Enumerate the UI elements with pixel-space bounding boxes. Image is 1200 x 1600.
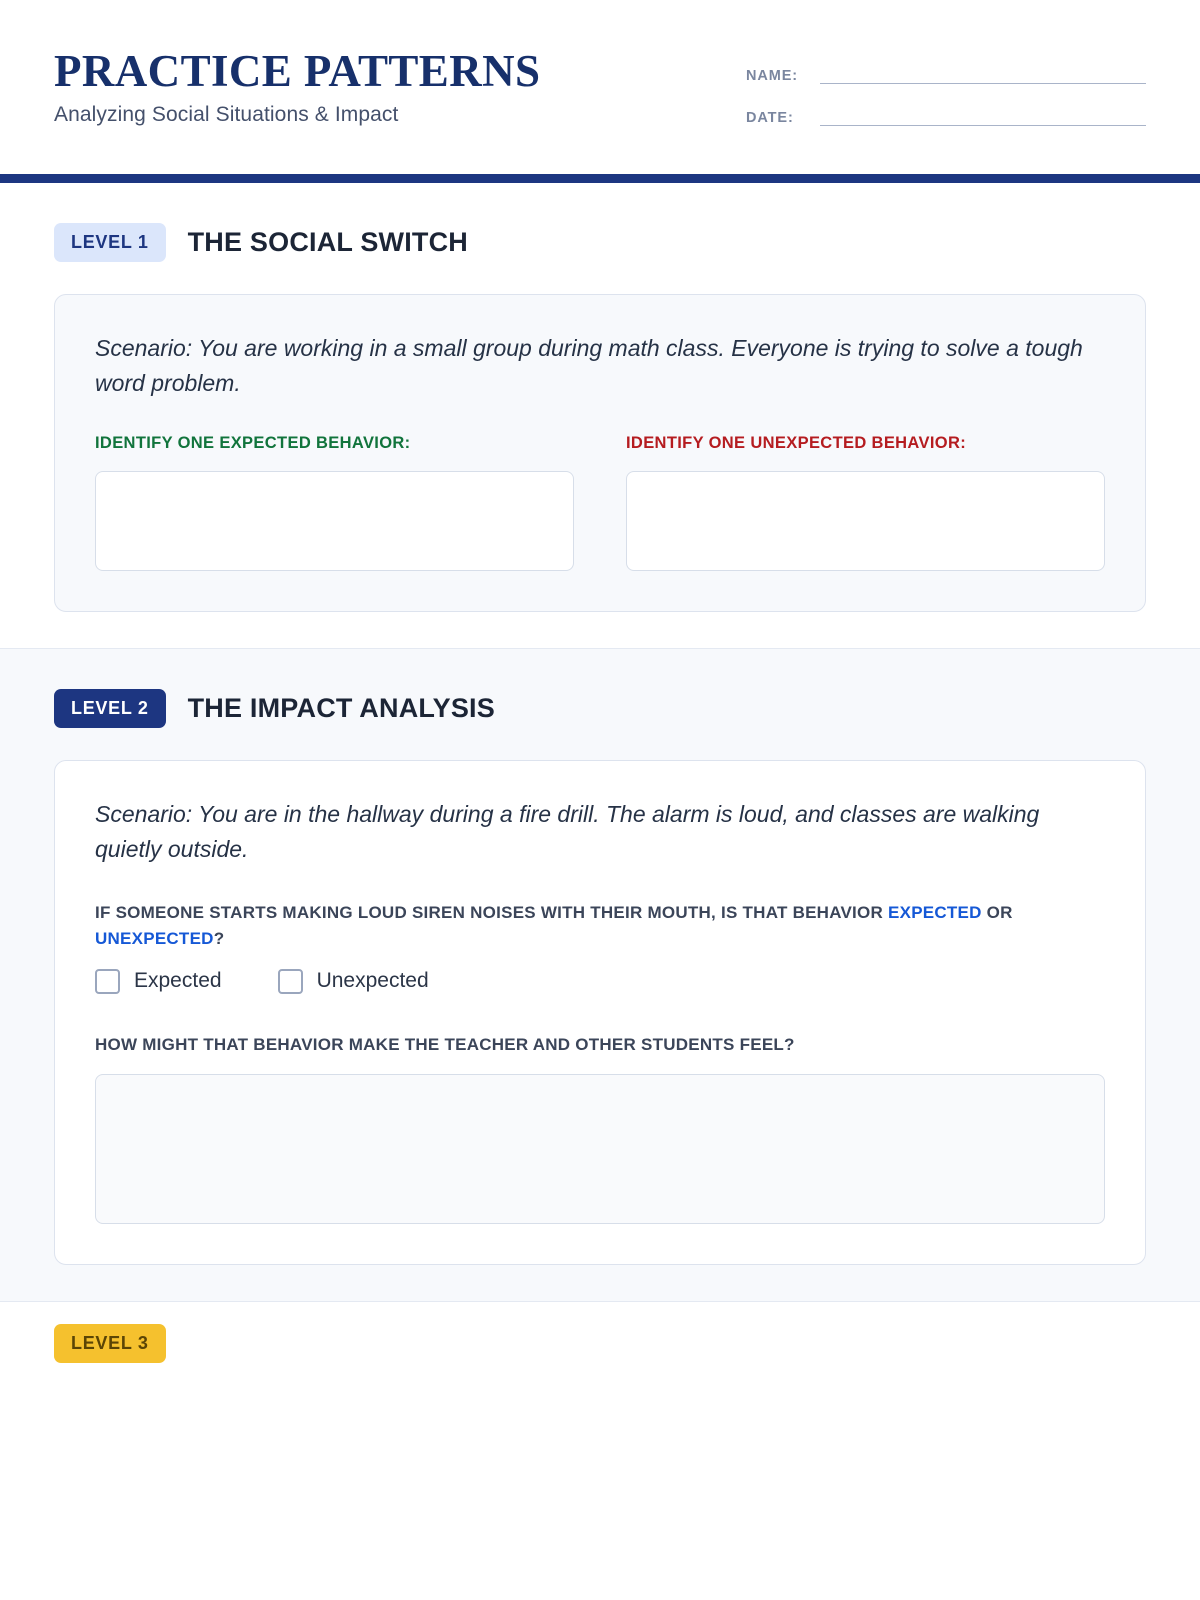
level-1-card bbox=[54, 294, 1146, 612]
date-row bbox=[746, 106, 1146, 126]
level-1-prompt-row bbox=[95, 434, 1105, 571]
question-keyword-expected: EXPECTED bbox=[888, 903, 982, 922]
expected-answer-box[interactable] bbox=[95, 471, 574, 571]
header-divider bbox=[0, 174, 1200, 183]
level-2-title: THE IMPACT ANALYSIS bbox=[187, 693, 495, 723]
question-part-1: IF SOMEONE STARTS MAKING LOUD SIREN NOISES WITH THEIR MOUTH, IS THAT BEHAVIOR bbox=[95, 903, 889, 922]
name-label: NAME: bbox=[746, 68, 799, 84]
student-meta-block bbox=[746, 44, 1146, 148]
level-1-scenario: Scenario: You are working in a small group during math class. Everyone is trying to solve a tough word problem. bbox=[95, 335, 1083, 396]
name-input[interactable] bbox=[820, 64, 1146, 84]
level-1-section bbox=[0, 183, 1200, 648]
level-2-badge: LEVEL 2 bbox=[54, 689, 166, 728]
checkbox-unexpected-icon[interactable] bbox=[278, 969, 303, 994]
level-2-followup-label: HOW MIGHT THAT BEHAVIOR MAKE THE TEACHER AND OTHER STUDENTS FEEL? bbox=[95, 1034, 795, 1054]
page-header bbox=[0, 0, 1200, 174]
title-block bbox=[54, 44, 540, 127]
choice-expected[interactable] bbox=[95, 969, 222, 994]
page-subtitle: Analyzing Social Situations & Impact bbox=[54, 103, 399, 127]
level-1-badge: LEVEL 1 bbox=[54, 223, 166, 262]
unexpected-answer-box[interactable] bbox=[626, 471, 1105, 571]
level-2-scenario: Scenario: You are in the hallway during a fire drill. The alarm is loud, and classes are walking quietly outside. bbox=[95, 801, 1040, 862]
choice-unexpected-label: Unexpected bbox=[316, 969, 429, 993]
expected-column bbox=[95, 434, 574, 571]
level-2-followup-answer-box[interactable] bbox=[95, 1074, 1105, 1224]
level-2-card bbox=[54, 760, 1146, 1265]
level-2-section bbox=[0, 648, 1200, 1302]
level-2-question bbox=[95, 900, 1105, 953]
page-title: PRACTICE PATTERNS bbox=[54, 46, 541, 96]
question-part-mid: OR bbox=[981, 903, 1013, 922]
name-row bbox=[746, 64, 1146, 84]
level-1-title: THE SOCIAL SWITCH bbox=[187, 227, 469, 257]
unexpected-prompt-label: IDENTIFY ONE UNEXPECTED BEHAVIOR: bbox=[626, 434, 967, 452]
question-part-end: ? bbox=[213, 929, 225, 949]
level-2-heading bbox=[54, 689, 1146, 728]
date-input[interactable] bbox=[820, 106, 1146, 126]
date-label: DATE: bbox=[746, 110, 794, 126]
choice-unexpected[interactable] bbox=[278, 969, 429, 994]
level-3-badge: LEVEL 3 bbox=[54, 1324, 166, 1363]
level-1-heading bbox=[54, 223, 1146, 262]
choice-expected-label: Expected bbox=[134, 969, 222, 993]
unexpected-column bbox=[626, 434, 1105, 571]
level-2-choice-row bbox=[95, 969, 1105, 994]
level-3-preview bbox=[0, 1302, 1200, 1363]
question-keyword-unexpected: UNEXPECTED bbox=[95, 929, 214, 949]
expected-prompt-label: IDENTIFY ONE EXPECTED BEHAVIOR: bbox=[95, 434, 411, 452]
checkbox-expected-icon[interactable] bbox=[95, 969, 120, 994]
